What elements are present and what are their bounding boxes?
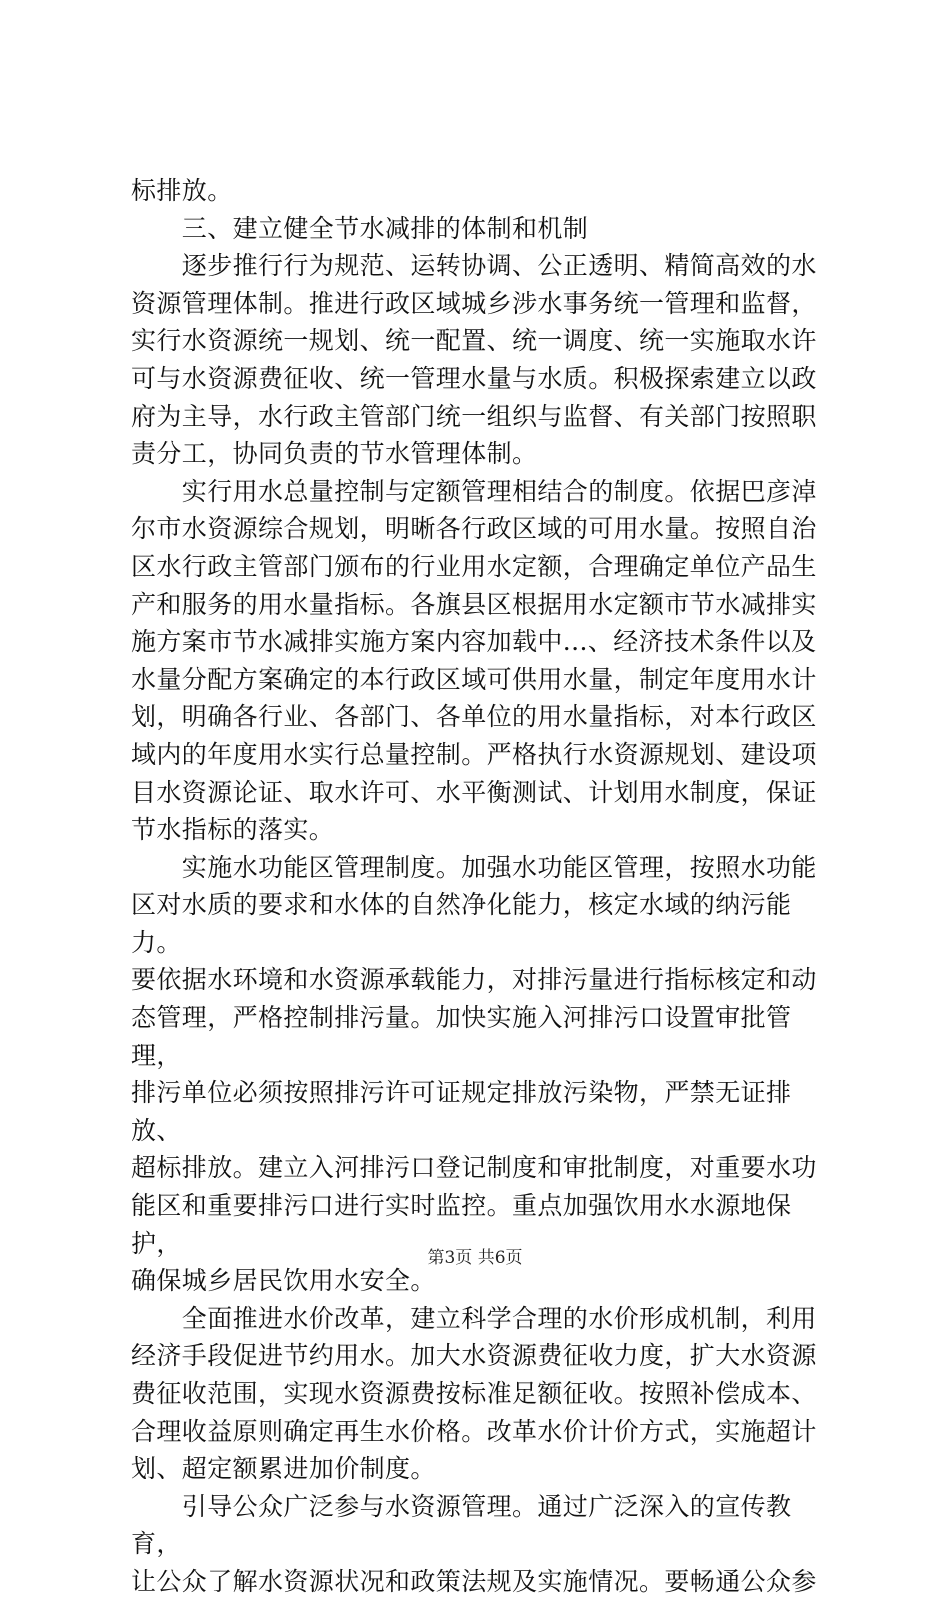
page-footer: 第3页 共6页 — [427, 1248, 523, 1268]
document-body — [131, 172, 831, 1601]
paragraph-continuation: 标排放。 — [131, 176, 233, 205]
paragraph-water-function-zone: 实施水功能区管理制度。加强水功能区管理，按照水功能 区对水质的要求和水体的自然净化能力，核定水域的纳污能力。 要依据水环境和水资源承载能力，对排污量进行指标核定和动 态管理，严格控制排污量。加快实施入河排污口设置审批管理， 排污单位必须按照排污许可证规定排放污染物，严禁无证排放、 超标排放。建立入河排污口登记制度和审批制度，对重要水功 能区和重要排污口进行实时监控。重点加强饮用水水源地保护， 确保城乡居民饮用水安全。 — [131, 852, 817, 1296]
paragraph-management-system: 逐步推行行为规范、运转协调、公正透明、精简高效的水 资源管理体制。推进行政区域城乡涉水事务统一管理和监督， 实行水资源统一规划、统一配置、统一调度、统一实施取水许 可与水资源费征收、统一管理水量与水质。积极探索建立以政 府为主导，水行政主管部门统一组织与监督、有关部门按照职 责分工，协同负责的节水管理体制。 — [131, 251, 817, 469]
paragraph-public-participation: 引导公众广泛参与水资源管理。通过广泛深入的宣传教育， 让公众了解水资源状况和政策法规及实施情况。要畅通公众参 — [131, 1491, 817, 1596]
section-heading: 三、建立健全节水减排的体制和机制 — [131, 213, 589, 243]
paragraph-water-price-reform: 全面推进水价改革，建立科学合理的水价形成机制，利用 经济手段促进节约用水。加大水资源费征收力度，扩大水资源 费征收范围，实现水资源费按标准足额征收。按照补偿成本、 合理收益原则确定再生水价格。改革水价计价方式，实施超计 划、超定额累进加价制度。 — [131, 1303, 817, 1484]
paragraph-quota-control: 实行用水总量控制与定额管理相结合的制度。依据巴彦淖 尔市水资源综合规划，明晰各行政区域的可用水量。按照自治 区水行政主管部门颁布的行业用水定额，合理确定单位产品生 产和服务的用水量指标。各旗县区根据用水定额市节水减排实 施方案市节水减排实施方案内容加载中...、经济技术条件以及 水量分配方案确定的本行政区域可供用水量，制定年度用水计 划，明确各行业、各部门、各单位的用水量指标，对本行政区 域内的年度用水实行总量控制。严格执行水资源规划、建设项 目水资源论证、取水许可、水平衡测试、计划用水制度，保证 节水指标的落实。 — [131, 476, 817, 845]
